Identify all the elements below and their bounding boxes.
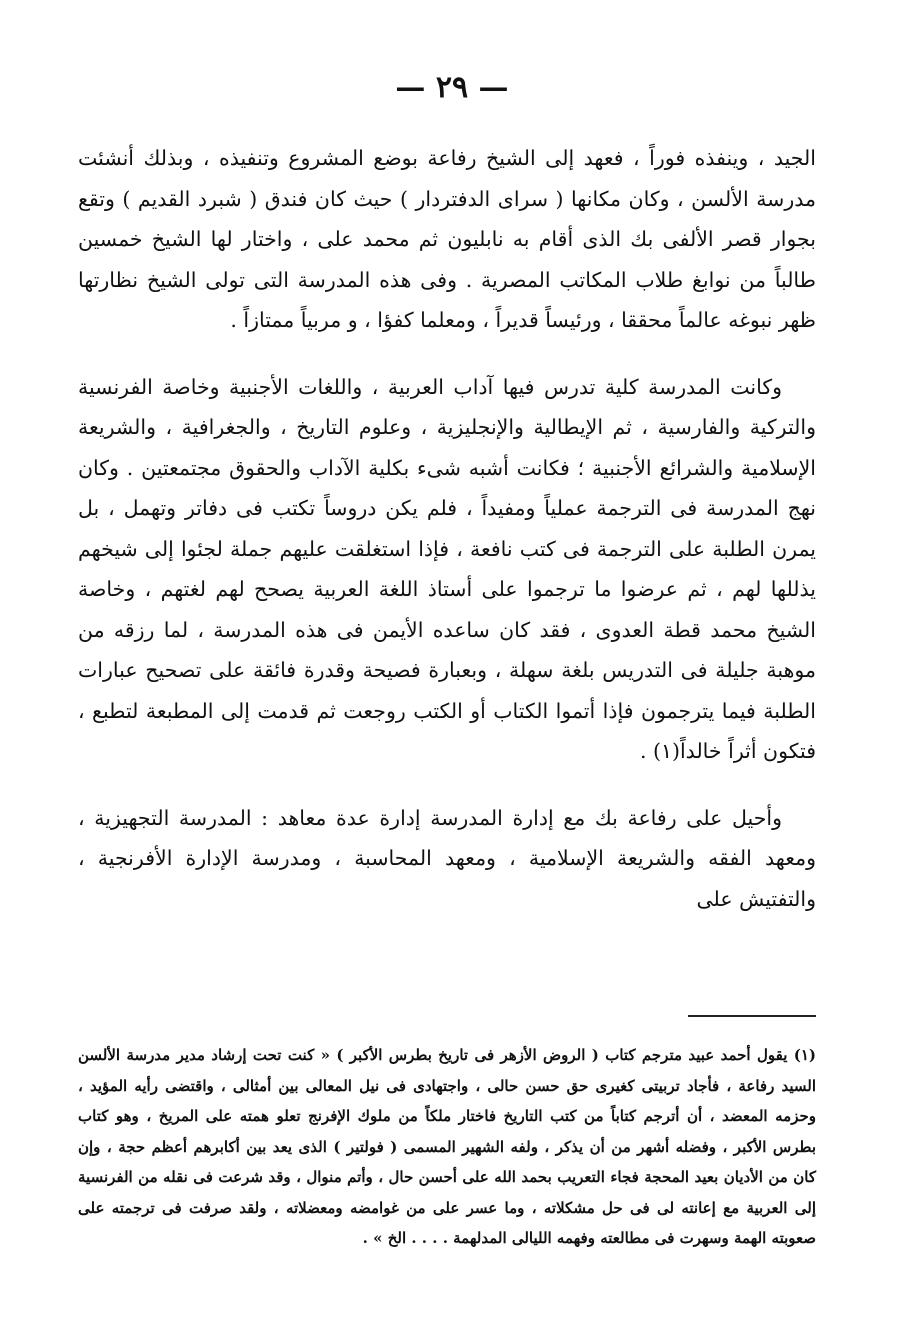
footnote-1: (١) يقول أحمد عبيد مترجم كتاب ( الروض الأزهر فى تاريخ بطرس الأكبر ) « كنت تحت إرشاد مدير مدرسة الألسن السيد رفاعة ، فأجاد تربيتى كغيرى حق حسن حالى ، واجتهادى فى نيل المعالى بين أمثالى ، واقتضى رأيه المؤيد ، وحزمه المعضد ، أن أترجم كتاباً من كتب التاريخ فاختار ملكاً من ملوك الإفرنج تعلو همته على المريخ ، وهو كتاب بطرس الأكبر ، وفضله أشهر من أن يذكر ، ولفه الشهير المسمى ( فولتير ) الذى يعد بين أكابرهم أعظم حجة ، وإن كان من الأديان بعيد المحجة فجاء التعريب بحمد الله على أحسن حال ، وأتم منوال ، وقد شرعت فى نقله من الفرنسية إلى العربية مع إعانته لى فى حل مشكلاته ، وما عسر على من غوامضه ومعضلاته ، ولقد صرفت فى ترجمته على صعوبته الهمة وسهرت فى مطالعته وفهمه الليالى المدلهمة . . . . الخ » . [78,1046,816,1247]
paragraph-2: وكانت المدرسة كلية تدرس فيها آداب العربية ، واللغات الأجنبية وخاصة الفرنسية والتركية والفارسية ، ثم الإيطالية والإنجليزية ، وعلوم التاريخ ، والجغرافية ، والشريعة الإسلامية والشرائع الأجنبية ؛ فكانت أشبه شىء بكلية الآداب والحقوق مجتمعتين . وكان نهج المدرسة فى الترجمة عملياً ومفيداً ، فلم يكن دروساً تكتب فى دفاتر وتهمل ، بل يمرن الطلبة على الترجمة فى كتب نافعة ، فإذا استغلقت عليهم جملة لجئوا إلى شيخهم يذللها لهم ، ثم عرضوا ما ترجموا على أستاذ اللغة العربية يصحح لهم لغتهم ، وخاصة الشيخ محمد قطة العدوى ، فقد كان ساعده الأيمن فى هذه المدرسة ، لما رزقه من موهبة جليلة فى التدريس بلغة سهلة ، وبعبارة فصيحة وقدرة فائقة على تصحيح عبارات الطلبة فيما يترجمون فإذا أتموا الكتاب أو الكتب روجعت ثم قدمت إلى المطبعة لتطبع ، فتكون أثراً خالداً(١) . [78,374,816,763]
main-text [78,138,816,945]
paragraph-1: الجيد ، وينفذه فوراً ، فعهد إلى الشيخ رفاعة بوضع المشروع وتنفيذه ، وبذلك أنشئت مدرسة الألسن ، وكان مكانها ( سراى الدفتردار ) حيث كان فندق ( شبرد القديم ) وتقع بجوار قصر الألفى بك الذى أقام به نابليون ثم محمد على ، واختار لها الشيخ خمسين طالباً من نوابغ طلاب المكاتب المصرية . وفى هذه المدرسة التى تولى الشيخ نظارتها ظهر نبوغه عالماً محققا ، ورئيساً قديراً ، ومعلما كفؤا ، و مربياً ممتازاً . [78,146,816,332]
page-number: — ٢٩ — [395,70,509,105]
footnotes [78,1040,816,1254]
footnote-divider [688,1015,816,1017]
paragraph-3: وأحيل على رفاعة بك مع إدارة المدرسة إدارة عدة معاهد : المدرسة التجهيزية ، ومعهد الفقه والشريعة الإسلامية ، ومعهد المحاسبة ، ومدرسة الإدارة الأفرنجية ، والتفتيش على [78,805,816,911]
